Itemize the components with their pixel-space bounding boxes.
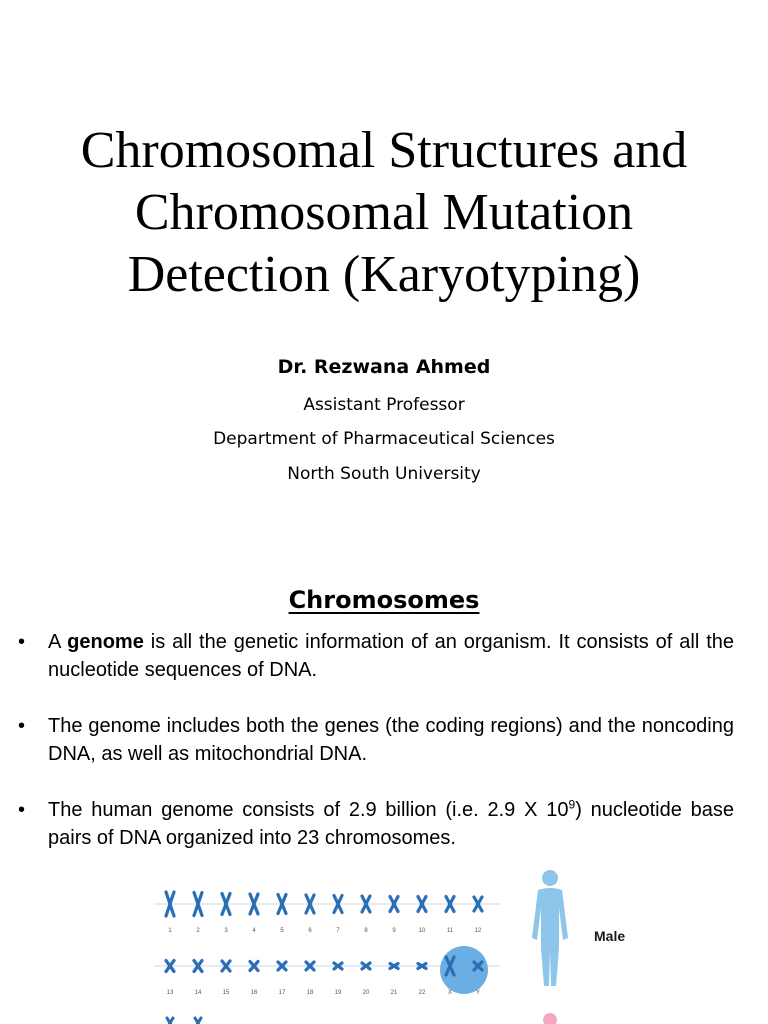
bullet-human-genome xyxy=(18,796,734,852)
bullet-text-pre: A xyxy=(48,631,68,653)
bullet-marker: • xyxy=(18,799,26,821)
chromosome-label: 18 xyxy=(306,990,314,996)
bullet-genome-includes xyxy=(18,712,734,768)
bullet-text-post: is all the genetic information of an organism. It consists of all the nucleotide sequences of DNA. xyxy=(48,631,734,681)
male-body-icon xyxy=(532,870,568,1024)
chromosome-label: 3 xyxy=(224,928,228,934)
slide-title xyxy=(20,120,748,306)
chromosome-label: 22 xyxy=(418,990,426,996)
bullet-marker: • xyxy=(18,715,26,737)
chromosome-label: 5 xyxy=(280,928,284,934)
bullet-text: The genome includes both the genes (the coding regions) and the noncoding DNA, as well as mitochondrial DNA. xyxy=(48,715,734,765)
author-department: Department of Pharmaceutical Sciences xyxy=(213,429,555,449)
chromosome-label: 2 xyxy=(196,928,200,934)
author-university: North South University xyxy=(287,464,481,484)
author-name: Dr. Rezwana Ahmed xyxy=(277,356,491,378)
chromosome-label: 12 xyxy=(474,928,482,934)
chromosome-label: 16 xyxy=(250,990,258,996)
title-line-3: Detection (Karyotyping) xyxy=(127,246,641,303)
chromosome-label: 7 xyxy=(336,928,340,934)
chromosome-label: 9 xyxy=(392,928,396,934)
bullet-bold-term: genome xyxy=(67,631,144,653)
chromosome-label: Y xyxy=(475,990,481,996)
chromosome-22 xyxy=(418,964,426,969)
chromosome-label: 1 xyxy=(168,928,172,934)
chromosome-label: 17 xyxy=(278,990,286,996)
chromosome-label: 14 xyxy=(194,990,202,996)
chromosome-label: 21 xyxy=(390,990,398,996)
chromosome-label: 8 xyxy=(364,928,368,934)
chromosome-partial xyxy=(195,1018,201,1024)
chromosome-label: 20 xyxy=(362,990,370,996)
sex-label: Male xyxy=(594,928,626,944)
superscript-exponent: 9 xyxy=(568,797,576,812)
bullet-list xyxy=(18,628,734,880)
bullet-marker: • xyxy=(18,631,26,653)
female-body-icon xyxy=(543,1013,557,1024)
chromosome-label: X xyxy=(447,990,453,996)
bullet-genome-definition xyxy=(18,628,734,684)
author-position: Assistant Professor xyxy=(303,395,465,415)
karyotype-row-2 xyxy=(154,946,500,1024)
chromosome-label: 13 xyxy=(166,990,174,996)
chromosome-label: 15 xyxy=(222,990,230,996)
chromosome-label: 10 xyxy=(418,928,426,934)
chromosome-label: 19 xyxy=(334,990,342,996)
chromosome-label: 4 xyxy=(252,928,256,934)
section-heading: Chromosomes xyxy=(288,586,480,614)
bullet-text-pre: The human genome consists of 2.9 billion (i.e. 2.9 X 10 xyxy=(48,799,569,821)
karyotype-row-1 xyxy=(154,892,500,934)
karyotype-figure xyxy=(150,868,650,1024)
bullet-text-post: ) nucleotide base pairs of DNA organized into 23 chromosomes. xyxy=(48,799,734,849)
chromosome-label: 6 xyxy=(308,928,312,934)
title-line-2: Chromosomal Mutation xyxy=(134,184,634,241)
title-line-1: Chromosomal Structures and xyxy=(80,122,688,179)
chromosome-label: 11 xyxy=(446,928,454,934)
chromosome-21 xyxy=(390,964,398,969)
chromosome-partial xyxy=(167,1018,173,1024)
